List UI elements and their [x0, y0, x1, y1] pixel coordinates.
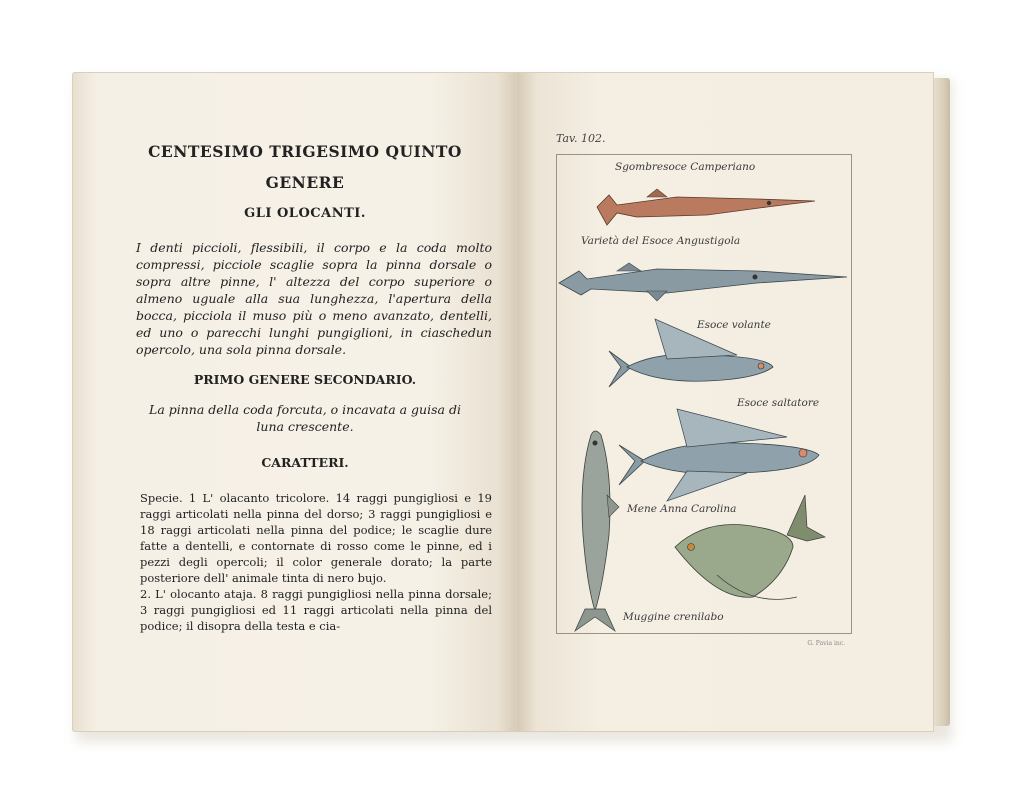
subgenus-description: La pinna della coda forcuta, o incavata a guisa di luna crescente.: [149, 402, 461, 434]
species-entry-1: Specie. 1 L' olacanto tricolore. 14 raggi pungigliosi e 19 raggi articolati nella pinna del dorso; 3 raggi pungigliosi e 18 raggi articolati nella pinna del podice; le scaglie dure fatte a dentelli, e contornate di rosso come le pinne, ed i pezzi degli opercoli; il color generale dorato; la parte posteriore dell' animale tinta di nero bujo.: [140, 491, 492, 585]
fish-4-illustration: [619, 409, 819, 501]
caption-fish-1: Sgombresoce Camperiano: [615, 161, 756, 173]
genus-title: CENTESIMO TRIGESIMO QUINTO: [148, 142, 462, 161]
engraver-credit: G. Pavia inc.: [807, 640, 845, 647]
species-entry-2: 2. L' olocanto ataja. 8 raggi pungigliosi nella pinna dorsale; 3 raggi pungigliosi ed 11 raggi articolati nella pinna del podice; il disopra della testa e cia-: [140, 587, 492, 633]
fish-plate: [556, 154, 852, 647]
subgenus-heading: PRIMO GENERE SECONDARIO.: [193, 372, 417, 387]
caption-fish-3: Esoce volante: [697, 319, 771, 331]
left-page: [72, 72, 516, 732]
right-page: [516, 72, 934, 732]
left-page-text: [110, 142, 500, 634]
plate-number: Tav. 102.: [556, 132, 606, 145]
fish-6-illustration: [575, 431, 619, 631]
open-book: [72, 72, 950, 736]
genus-title-line2: GENERE: [265, 173, 345, 192]
fish-1-illustration: [597, 189, 815, 225]
caption-fish-5: Mene Anna Carolina: [627, 503, 737, 515]
characters-heading: CARATTERI.: [261, 455, 349, 470]
genus-description: I denti piccioli, flessibili, il corpo e la coda molto compressi, picciole scaglie sopra la pinna dorsale o sopra altre pinne, l' altezza del corpo superiore o almeno uguale alla sua lunghezza, l'apertura della bocca, picciola il muso più o meno avanzato, dentelli, ed uno o parecchi lunghi pungiglioni, in ciaschedun opercolo, una sola pinna dorsale.: [136, 240, 492, 357]
fish-2-illustration: [559, 263, 847, 301]
species-list: [140, 490, 492, 634]
genus-name: GLI OLOCANTI.: [244, 206, 366, 221]
caption-fish-2: Varietà del Esoce Angustigola: [581, 235, 741, 247]
caption-fish-6: Muggine crenilabo: [623, 611, 724, 623]
caption-fish-4: Esoce saltatore: [737, 397, 820, 409]
page-edges: [934, 78, 950, 726]
fish-illustrations: [557, 155, 851, 633]
